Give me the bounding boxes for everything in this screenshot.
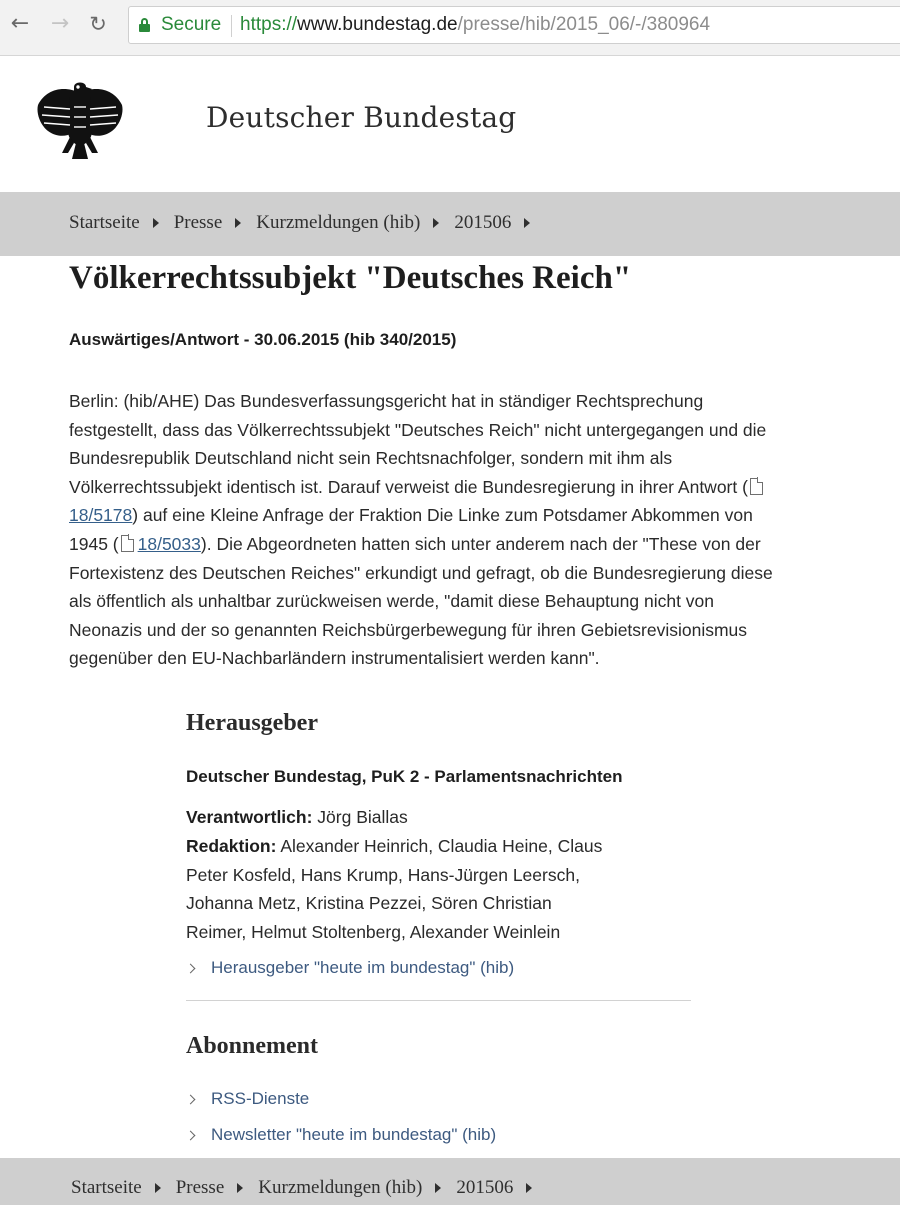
newsletter-link[interactable] [186, 1125, 496, 1145]
editors-line: Peter Kosfeld, Hans Krump, Hans-Jürgen Leersch, [186, 864, 580, 885]
triangle-right-icon [435, 1183, 441, 1193]
article-text-line [69, 473, 859, 502]
breadcrumb-footer [0, 1158, 900, 1205]
triangle-right-icon [433, 218, 439, 228]
publisher-staff [186, 803, 706, 947]
article-text-line: Neonazis und der so genannten Reichsbürgerbewegung für ihren Gebietsrevisionismus [69, 619, 748, 640]
document-link-18-5033[interactable]: 18/5033 [137, 533, 201, 554]
responsible-name: Jörg Biallas [317, 807, 408, 827]
triangle-right-icon [524, 218, 530, 228]
reload-icon[interactable]: ↻ [89, 12, 107, 36]
responsible-label: Verantwortlich: [186, 807, 313, 827]
url-text[interactable] [240, 14, 710, 36]
triangle-right-icon [237, 1183, 243, 1193]
document-icon [750, 478, 763, 495]
breadcrumb-item-presse[interactable]: Presse [175, 1177, 225, 1198]
breadcrumb-item-kurzmeldungen[interactable]: Kurzmeldungen (hib) [258, 1177, 423, 1198]
article-text-line: Fortexistenz des Deutschen Reiches" erkundigt und gefragt, ob die Bundesregierung diese [69, 562, 773, 583]
article-text-segment: Völkerrechtssubjekt identisch ist. Darauf verweist die Bundesregierung in ihrer Antwort ( [69, 476, 748, 497]
rss-link[interactable] [186, 1089, 309, 1109]
article-text-segment: 1945 ( [69, 533, 119, 554]
editors-line [186, 832, 706, 861]
publisher-link[interactable] [186, 958, 514, 978]
triangle-right-icon [153, 218, 159, 228]
chevron-right-icon [186, 1130, 196, 1140]
rss-link-label[interactable]: RSS-Dienste [211, 1089, 310, 1108]
article-text-line: als öffentlich als unhaltbar zurückweisen werde, "damit diese Behauptung nicht von [69, 591, 715, 612]
article-body [69, 387, 859, 673]
lock-icon [139, 18, 150, 32]
url-path: /presse/hib/2015_06/-/380964 [457, 14, 711, 35]
url-host: www.bundestag.de [297, 14, 458, 35]
forward-icon[interactable]: → [50, 11, 70, 36]
chevron-right-icon [186, 1094, 196, 1104]
browser-toolbar [0, 0, 900, 56]
article-text-line [69, 501, 859, 530]
newsletter-link-label[interactable]: Newsletter "heute im bundestag" (hib) [211, 1125, 497, 1144]
publisher-heading: Herausgeber [186, 710, 318, 736]
article-text-segment: ). Die Abgeordneten hatten sich unter anderem nach der "These von der [200, 533, 761, 554]
breadcrumb-item-201506[interactable]: 201506 [454, 212, 512, 233]
article-text-line: festgestellt, dass das Völkerrechtssubjekt "Deutsches Reich" nicht untergegangen und die [69, 419, 767, 440]
article-headline: Völkerrechtssubjekt "Deutsches Reich" [69, 260, 632, 296]
triangle-right-icon [526, 1183, 532, 1193]
address-separator [231, 15, 232, 37]
editors-label: Redaktion: [186, 835, 277, 856]
article-text-line: Bundesrepublik Deutschland nicht sein Rechtsnachfolger, sondern mit ihm als [69, 448, 673, 469]
breadcrumb [0, 192, 900, 256]
article-meta: Auswärtiges/Antwort - 30.06.2015 (hib 340/2015) [69, 330, 457, 349]
responsible-line [186, 803, 706, 832]
back-icon[interactable]: ← [10, 11, 30, 36]
document-icon [121, 535, 134, 552]
article-text-line [69, 530, 859, 559]
article-text-line: gegenüber den EU-Nachbarländern instrumentalisiert werden kann". [69, 648, 600, 669]
triangle-right-icon [155, 1183, 161, 1193]
breadcrumb-item-kurzmeldungen[interactable]: Kurzmeldungen (hib) [256, 212, 421, 233]
editors-names: Alexander Heinrich, Claudia Heine, Claus [280, 835, 603, 856]
subscription-heading: Abonnement [186, 1033, 319, 1059]
url-scheme: https:// [240, 14, 298, 35]
address-bar[interactable] [128, 6, 900, 44]
site-title[interactable]: Deutscher Bundestag [206, 101, 517, 134]
article-text-segment: ) auf eine Kleine Anfrage der Fraktion Die Linke zum Potsdamer Abkommen von [132, 505, 753, 526]
section-divider [186, 1000, 691, 1001]
secure-label: Secure [161, 14, 222, 35]
eagle-icon[interactable] [34, 79, 126, 161]
breadcrumb-item-startseite[interactable]: Startseite [71, 1177, 142, 1198]
editors-line: Johanna Metz, Kristina Pezzei, Sören Christian [186, 893, 552, 914]
breadcrumb-item-presse[interactable]: Presse [173, 212, 223, 233]
document-link-18-5178[interactable]: 18/5178 [69, 505, 133, 526]
chevron-right-icon [186, 963, 196, 973]
publisher-org: Deutscher Bundestag, PuK 2 - Parlamentsnachrichten [186, 767, 623, 786]
triangle-right-icon [235, 218, 241, 228]
editors-line: Reimer, Helmut Stoltenberg, Alexander Weinlein [186, 922, 561, 943]
site-header [0, 57, 900, 192]
breadcrumb-item-startseite[interactable]: Startseite [69, 212, 140, 233]
publisher-link-label[interactable]: Herausgeber "heute im bundestag" (hib) [211, 958, 515, 977]
article-text-line: Berlin: (hib/AHE) Das Bundesverfassungsgericht hat in ständiger Rechtsprechung [69, 391, 704, 411]
breadcrumb-item-201506[interactable]: 201506 [456, 1177, 514, 1198]
